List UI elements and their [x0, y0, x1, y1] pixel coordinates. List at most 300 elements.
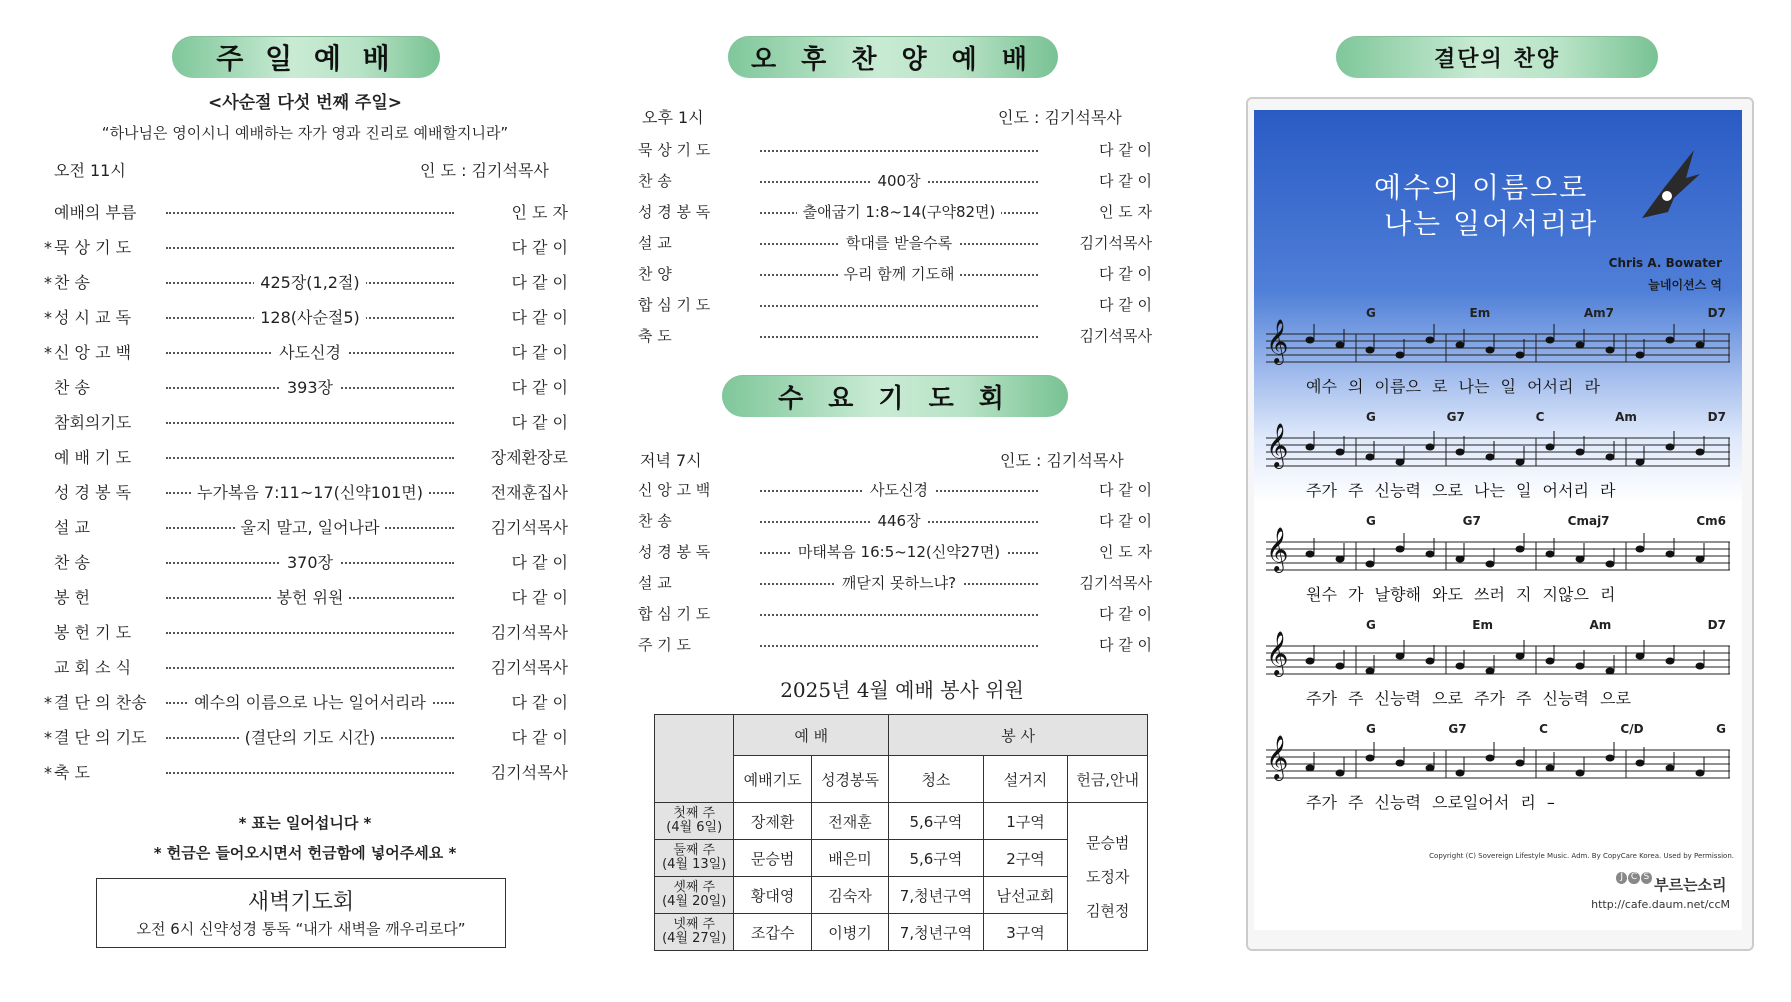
order-item-label	[638, 572, 756, 593]
leader-dots	[166, 585, 454, 608]
chord-symbol: G7	[1446, 410, 1465, 424]
order-item-text: 찬 송	[54, 553, 90, 572]
chord-symbol: Am	[1589, 618, 1612, 632]
order-item-label	[44, 445, 162, 468]
sunday-note-standing: * 표는 일어섭니다 *	[238, 814, 372, 832]
order-item-label	[638, 541, 756, 562]
order-item-person: 다 같 이	[511, 238, 568, 257]
sunday-title-banner	[172, 36, 440, 78]
order-item-label	[638, 263, 756, 284]
note	[1696, 770, 1705, 777]
note	[1606, 454, 1615, 461]
prayer-cell: 문승범	[734, 840, 811, 877]
order-item-text: 신 앙 고 백	[638, 481, 711, 499]
order-item-text: 찬 양	[638, 265, 672, 283]
order-item-person: 다 같 이	[511, 413, 568, 432]
chord-symbol: G7	[1448, 722, 1467, 736]
note	[1546, 551, 1555, 558]
note	[1306, 765, 1315, 772]
staff-system	[1266, 716, 1730, 820]
hymn-title-banner	[1336, 36, 1658, 78]
order-item-detail: 393장	[281, 375, 339, 398]
staff-lines	[1266, 424, 1730, 484]
chord-symbol: G	[1366, 306, 1376, 320]
order-item-text: 참회의기도	[54, 413, 132, 432]
order-item	[44, 264, 568, 299]
note	[1396, 653, 1405, 660]
order-item-text: 합 심 기 도	[638, 605, 711, 623]
order-item	[44, 194, 568, 229]
order-item-person: 다 같 이	[1098, 296, 1152, 314]
order-item	[44, 719, 568, 754]
chord-symbol: G	[1366, 514, 1376, 528]
order-item-label	[44, 585, 162, 608]
chord-row	[1366, 410, 1726, 424]
wednesday-title: 수 요 기 도 회	[778, 383, 1012, 414]
staff-lines	[1266, 320, 1730, 380]
order-item-label	[44, 270, 162, 293]
chord-symbol: G	[1366, 410, 1376, 424]
order-item-text: 주 기 도	[638, 636, 692, 654]
cleaning-cell: 7,청년구역	[889, 877, 984, 914]
table-corner	[655, 715, 734, 803]
note	[1546, 444, 1555, 451]
standing-mark: *	[44, 308, 52, 327]
order-item-text: 예배의 부름	[54, 203, 137, 222]
order-item-label	[44, 690, 162, 713]
dishes-cell: 2구역	[983, 840, 1068, 877]
staff-lines	[1266, 632, 1730, 692]
chord-symbol: Cmaj7	[1567, 514, 1610, 528]
wednesday-order-list	[638, 474, 1152, 660]
standing-mark: *	[44, 273, 52, 292]
leader-dots	[760, 170, 1038, 191]
note	[1456, 770, 1465, 777]
order-item-label	[44, 515, 162, 538]
wednesday-title-banner	[722, 375, 1068, 417]
note	[1666, 658, 1675, 665]
note	[1486, 755, 1495, 762]
note	[1636, 546, 1645, 553]
offering-name: 김현정	[1085, 901, 1130, 920]
note	[1306, 658, 1315, 665]
order-item-person: 다 같 이	[1098, 512, 1152, 530]
song-title-line-1: 예수의 이름으로	[1374, 171, 1589, 204]
order-item-person: 김기석목사	[490, 763, 568, 782]
lyric-line: 주가 주 신능력 으로일어서 리 –	[1306, 793, 1555, 812]
leader-dots	[166, 480, 454, 503]
sunday-note-offering: * 헌금은 들어오시면서 헌금함에 넣어주세요 *	[153, 844, 457, 862]
note	[1336, 770, 1345, 777]
order-item	[44, 404, 568, 439]
chord-row	[1366, 722, 1726, 736]
afternoon-title: 오 후 찬 양 예 배	[751, 44, 1035, 75]
copyright-note: Copyright (C) Sovereign Lifestyle Music. Adm. By CopyCare Korea. Used by Permission.	[1429, 852, 1734, 860]
order-item-label	[44, 305, 162, 328]
order-item-text: 교 회 소 식	[54, 658, 132, 677]
chord-row	[1366, 306, 1726, 320]
note	[1456, 449, 1465, 456]
afternoon-time: 오후 1시	[642, 108, 704, 127]
cleaning-cell: 7,청년구역	[889, 914, 984, 951]
order-item-detail: (결단의 기도 시간)	[239, 725, 382, 748]
order-item-label	[638, 634, 756, 655]
order-item-person: 인 도 자	[1098, 543, 1152, 561]
chord-symbol: C	[1535, 410, 1545, 424]
prayer-cell: 장제환	[734, 803, 811, 840]
reading-cell: 전재훈	[811, 803, 888, 840]
week-label: 넷째 주	[673, 917, 716, 932]
order-item	[44, 474, 568, 509]
order-item	[44, 614, 568, 649]
order-item-person: 김기석목사	[1079, 327, 1152, 345]
chord-symbol: Cm6	[1696, 514, 1726, 528]
sunday-title: 주 일 예 배	[216, 42, 396, 75]
order-item-text: 결 단 의 찬송	[54, 693, 147, 712]
staff-system	[1266, 612, 1730, 716]
sunday-subtitle: <사순절 다섯 번째 주일>	[207, 93, 403, 113]
lyric-line: 주가 주 신능력 으로 주가 주 신능력 으로	[1306, 689, 1631, 708]
leader-dots	[760, 263, 1038, 284]
order-item-text: 신 앙 고 백	[54, 343, 132, 362]
lyric-line: 예수 의 이름으 로 나는 일 어서리 라	[1306, 377, 1600, 396]
order-item-text: 성 경 봉 독	[638, 543, 711, 561]
chord-symbol: Am7	[1583, 306, 1615, 320]
order-item-text: 축 도	[54, 763, 90, 782]
order-item-person: 김기석목사	[1079, 574, 1152, 592]
dishes-cell: 1구역	[983, 803, 1068, 840]
week-cell	[655, 914, 734, 951]
order-item-detail: 425장(1,2절)	[254, 270, 365, 293]
sunday-order-list	[44, 194, 568, 789]
order-item-text: 성 경 봉 독	[54, 483, 132, 502]
order-item-text: 묵 상 기 도	[54, 238, 132, 257]
order-item	[44, 509, 568, 544]
sunday-verse: “하나님은 영이시니 예배하는 자가 영과 진리로 예배할지니라”	[101, 124, 509, 142]
order-item-label	[44, 340, 162, 363]
note	[1666, 765, 1675, 772]
order-item-label	[638, 201, 756, 222]
order-item-detail: 깨닫지 못하느냐?	[836, 572, 962, 593]
order-item	[638, 629, 1152, 660]
order-item-text: 축 도	[638, 327, 672, 345]
treble-clef-icon: 𝄞	[1266, 631, 1289, 675]
note	[1456, 342, 1465, 349]
leader-dots	[166, 305, 454, 328]
note	[1546, 337, 1555, 344]
note	[1606, 755, 1615, 762]
col-header: 청소	[889, 756, 984, 803]
order-item-label	[44, 235, 162, 258]
order-item-person: 다 같 이	[511, 588, 568, 607]
week-label: 둘째 주	[673, 843, 716, 858]
col-header: 설거지	[983, 756, 1068, 803]
chord-symbol: C/D	[1620, 722, 1644, 736]
treble-clef-icon: 𝄞	[1266, 527, 1289, 571]
order-item-person: 다 같 이	[511, 728, 568, 747]
note	[1366, 561, 1375, 568]
note	[1696, 663, 1705, 670]
note	[1366, 668, 1375, 675]
order-item-detail: 울지 말고, 일어나라	[235, 515, 386, 538]
reading-cell: 김숙자	[811, 877, 888, 914]
col-header: 헌금,안내	[1068, 756, 1148, 803]
order-item-person: 장제환장로	[490, 448, 568, 467]
service-volunteer-table	[654, 714, 1148, 951]
song-title-line-2: 나는 일어서리라	[1384, 207, 1599, 240]
order-item-detail: 400장	[871, 170, 926, 191]
note	[1366, 347, 1375, 354]
note	[1576, 663, 1585, 670]
leader-dots	[166, 690, 454, 713]
note	[1366, 454, 1375, 461]
standing-mark: *	[44, 728, 52, 747]
chord-symbol: Am	[1615, 410, 1637, 424]
note	[1456, 663, 1465, 670]
note	[1396, 352, 1405, 359]
note	[1666, 551, 1675, 558]
order-item-detail: 출애굽기 1:8~14(구약82면)	[797, 201, 1002, 222]
dawn-prayer-title: 새벽기도회	[247, 890, 355, 915]
order-item-detail: 사도신경	[864, 479, 934, 500]
leader-dots	[760, 201, 1038, 222]
order-item-text: 결 단 의 기도	[54, 728, 147, 747]
standing-mark: *	[44, 238, 52, 257]
order-item-detail: 누가복음 7:11~17(신약101면)	[191, 480, 429, 503]
order-item-text: 성 시 교 독	[54, 308, 132, 327]
hymn-title: 결단의 찬양	[1434, 46, 1560, 72]
order-item-person: 전재훈집사	[490, 483, 568, 502]
composer: Chris A. Bowater	[1608, 256, 1722, 270]
order-item-person: 김기석목사	[490, 623, 568, 642]
chord-symbol: D7	[1707, 306, 1726, 320]
offering-cell	[1068, 803, 1148, 951]
week-cell	[655, 840, 734, 877]
note	[1456, 556, 1465, 563]
order-item-person: 다 같 이	[1098, 636, 1152, 654]
note	[1696, 342, 1705, 349]
week-label: 첫째 주	[673, 806, 716, 821]
order-item	[638, 165, 1152, 196]
order-item-detail: 학대를 받을수록	[840, 232, 958, 253]
note	[1696, 449, 1705, 456]
offering-name: 도정자	[1085, 867, 1130, 886]
order-item-text: 찬 송	[638, 172, 672, 190]
note	[1516, 459, 1525, 466]
leader-dots	[166, 515, 454, 538]
order-item-person: 다 같 이	[511, 308, 568, 327]
standing-mark: *	[44, 763, 52, 782]
order-item-detail: 봉헌 위원	[271, 585, 350, 608]
treble-clef-icon: 𝄞	[1266, 423, 1289, 467]
order-item-label	[44, 725, 162, 748]
week-cell	[655, 803, 734, 840]
order-item-label	[638, 232, 756, 253]
order-item	[638, 474, 1152, 505]
order-item-detail: 446장	[871, 510, 926, 531]
note	[1306, 337, 1315, 344]
note	[1336, 449, 1345, 456]
note	[1426, 765, 1435, 772]
chord-symbol: Em	[1469, 306, 1491, 320]
order-item-text: 설 교	[638, 574, 672, 592]
translator: 늘네이션스 역	[1648, 278, 1722, 292]
staff-lines	[1266, 528, 1730, 588]
leader-dots	[760, 541, 1038, 562]
week-date: (4월 6일)	[666, 820, 723, 835]
note	[1396, 760, 1405, 767]
note	[1576, 770, 1585, 777]
order-item-label	[638, 510, 756, 531]
chord-symbol: C	[1539, 722, 1548, 736]
order-item-detail: 128(사순절5)	[254, 305, 366, 328]
order-item-label	[638, 603, 756, 624]
note	[1486, 454, 1495, 461]
order-item-person: 김기석목사	[490, 658, 568, 677]
order-item-person: 다 같 이	[1098, 481, 1152, 499]
note	[1636, 653, 1645, 660]
order-item-detail: 우리 함께 기도해	[838, 263, 961, 284]
note	[1336, 342, 1345, 349]
order-item-label	[638, 479, 756, 500]
order-item-label	[44, 480, 162, 503]
order-item	[638, 536, 1152, 567]
order-item-label	[44, 200, 162, 223]
table-row	[655, 803, 1148, 840]
col-header: 예배기도	[734, 756, 811, 803]
staff-system	[1266, 404, 1730, 508]
order-item	[44, 754, 568, 789]
order-item-person: 김기석목사	[1079, 234, 1152, 252]
afternoon-order-list	[638, 134, 1152, 351]
dishes-cell: 남선교회	[983, 877, 1068, 914]
note	[1366, 755, 1375, 762]
order-item-person: 다 같 이	[511, 553, 568, 572]
afternoon-leader: 인도 : 김기석목사	[998, 108, 1122, 127]
order-item	[44, 684, 568, 719]
note	[1636, 760, 1645, 767]
leader-dots	[760, 510, 1038, 531]
order-item	[638, 505, 1152, 536]
eagle-image	[1634, 148, 1704, 228]
order-item	[44, 299, 568, 334]
order-item	[44, 579, 568, 614]
wednesday-leader: 인도 : 김기석목사	[1000, 451, 1124, 470]
chord-symbol: G	[1366, 618, 1376, 632]
col-header: 성경봉독	[811, 756, 888, 803]
order-item-person: 다 같 이	[511, 378, 568, 397]
note	[1336, 556, 1345, 563]
chord-symbol: Em	[1472, 618, 1493, 632]
note	[1516, 352, 1525, 359]
chord-symbol: D7	[1707, 410, 1726, 424]
note	[1516, 653, 1525, 660]
order-item-text: 합 심 기 도	[638, 296, 711, 314]
chord-symbol: G	[1716, 722, 1726, 736]
order-item	[638, 196, 1152, 227]
standing-mark: *	[44, 693, 52, 712]
order-item-person: 다 같 이	[511, 693, 568, 712]
staff-system	[1266, 508, 1730, 612]
order-item-label	[44, 760, 162, 783]
order-item	[638, 598, 1152, 629]
note	[1426, 444, 1435, 451]
afternoon-title-banner	[728, 36, 1058, 78]
order-item	[44, 439, 568, 474]
hymn-sheet	[1254, 110, 1742, 930]
week-date: (4월 27일)	[662, 931, 727, 946]
prayer-cell: 황대영	[734, 877, 811, 914]
staff-lines	[1266, 736, 1730, 796]
note	[1486, 561, 1495, 568]
week-date: (4월 13일)	[662, 857, 727, 872]
order-item-label	[638, 139, 756, 160]
leader-dots	[166, 340, 454, 363]
chord-symbol: D7	[1707, 618, 1726, 632]
treble-clef-icon: 𝄞	[1266, 735, 1289, 779]
order-item-text: 설 교	[54, 518, 90, 537]
order-item	[638, 134, 1152, 165]
standing-mark: *	[44, 343, 52, 362]
note	[1396, 459, 1405, 466]
order-item-label	[638, 325, 756, 346]
order-item-person: 다 같 이	[1098, 141, 1152, 159]
order-item-person: 다 같 이	[1098, 265, 1152, 283]
order-item-text: 찬 송	[54, 273, 90, 292]
leader-dots	[166, 270, 454, 293]
order-item	[44, 229, 568, 264]
sunday-leader: 인 도 : 김기석목사	[420, 161, 549, 180]
order-item-text: 봉 헌	[54, 588, 90, 607]
jcs-logo: J C S	[1616, 872, 1652, 892]
chord-row	[1366, 618, 1726, 632]
note	[1306, 444, 1315, 451]
lyric-line: 주가 주 신능력 으로 나는 일 어서리 라	[1306, 481, 1616, 500]
group-service-header: 봉 사	[889, 715, 1148, 756]
note	[1636, 459, 1645, 466]
week-date: (4월 20일)	[662, 894, 727, 909]
note	[1636, 352, 1645, 359]
order-item-label	[44, 375, 162, 398]
order-item	[44, 334, 568, 369]
order-item	[638, 227, 1152, 258]
note	[1516, 760, 1525, 767]
dawn-prayer-text: 오전 6시 신약성경 통독 “내가 새벽을 깨우리로다”	[136, 920, 466, 938]
order-item-person: 인 도 자	[1098, 203, 1152, 221]
note	[1606, 347, 1615, 354]
note	[1426, 337, 1435, 344]
week-cell	[655, 877, 734, 914]
order-item	[44, 544, 568, 579]
leader-dots	[760, 232, 1038, 253]
order-item-detail: 사도신경	[273, 340, 347, 363]
lyric-line: 원수 가 날향해 와도 쓰러 지 지않으 리	[1306, 585, 1616, 604]
order-item-person: 인 도 자	[511, 203, 568, 222]
offering-name: 문승범	[1085, 833, 1130, 852]
order-item-person: 김기석목사	[490, 518, 568, 537]
order-item-text: 찬 송	[54, 378, 90, 397]
order-item-label	[44, 410, 162, 433]
note	[1576, 449, 1585, 456]
order-item-text: 묵 상 기 도	[638, 141, 711, 159]
note	[1336, 663, 1345, 670]
leader-dots	[166, 725, 454, 748]
note	[1486, 347, 1495, 354]
note	[1666, 444, 1675, 451]
note	[1576, 342, 1585, 349]
order-item-text: 예 배 기 도	[54, 448, 132, 467]
chord-symbol: G	[1366, 722, 1376, 736]
